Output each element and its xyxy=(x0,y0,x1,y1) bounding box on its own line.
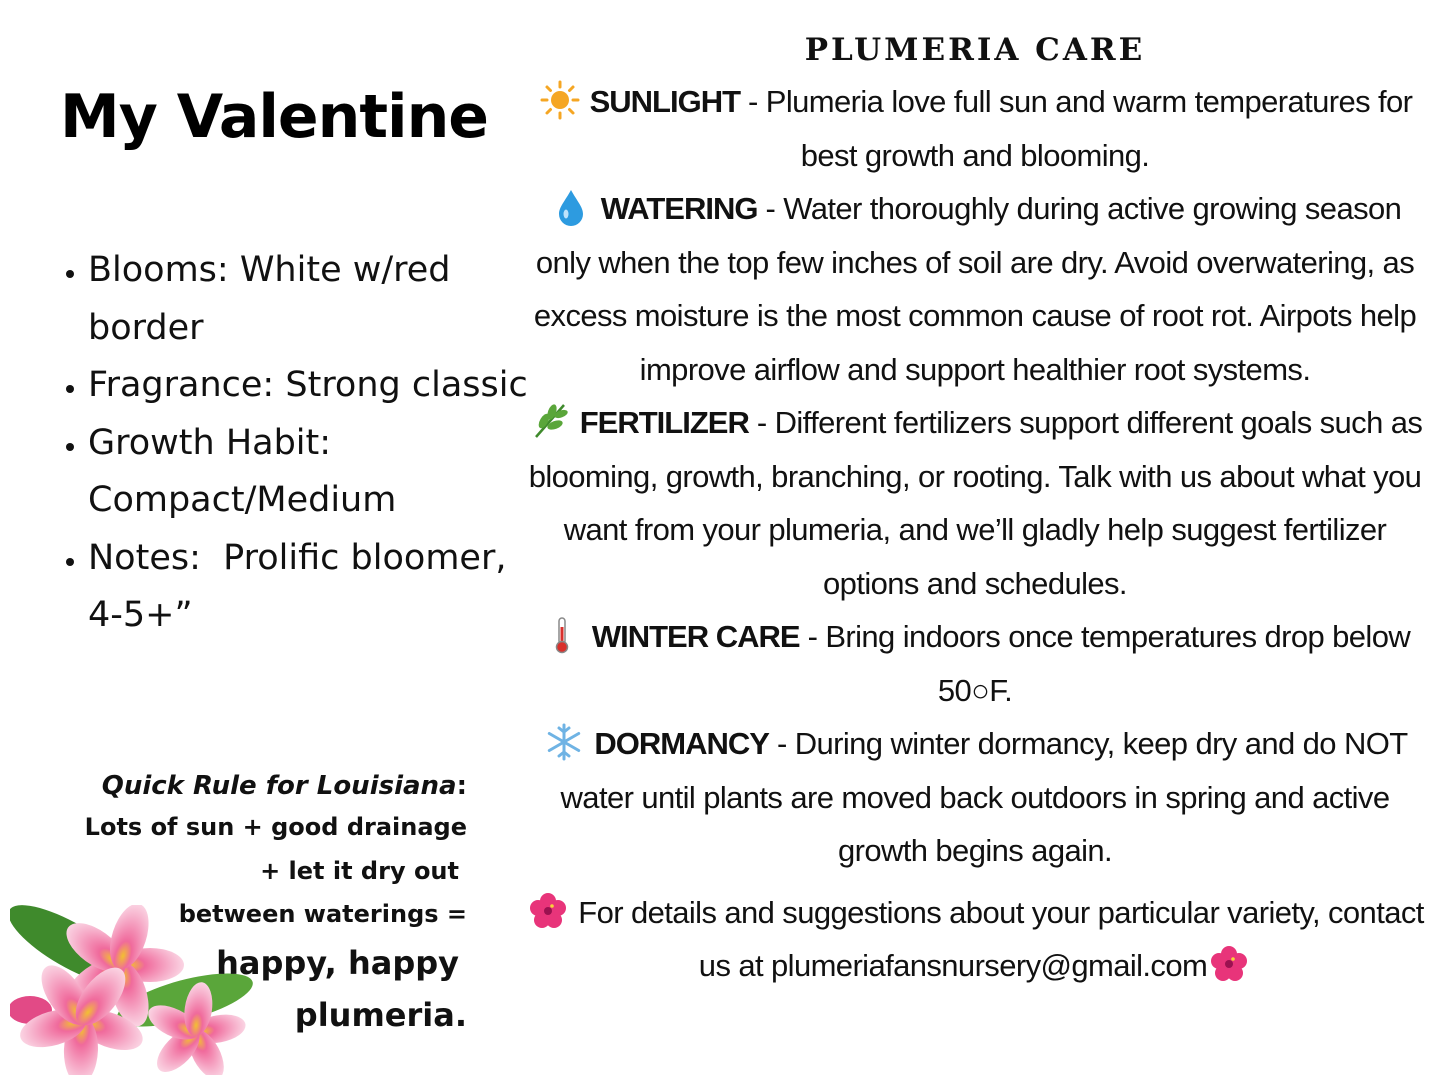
quick-rule xyxy=(20,766,467,1041)
hibiscus-icon xyxy=(526,891,570,931)
care-section-watering xyxy=(520,182,1430,396)
detail-value: White w/red border xyxy=(88,250,451,348)
detail-label: Growth Habit: xyxy=(88,422,332,463)
care-section-fertilizer xyxy=(520,396,1430,610)
section-heading: WATERING xyxy=(600,191,758,226)
contact-info xyxy=(520,886,1430,993)
detail-growth-habit xyxy=(88,415,528,530)
page-title: My Valentine xyxy=(60,82,488,152)
care-section-winter xyxy=(520,610,1430,717)
quick-rule-emphasis: happy, happy xyxy=(216,943,459,982)
leaf-icon xyxy=(528,401,572,441)
water-drop-icon xyxy=(549,187,593,227)
detail-fragrance xyxy=(88,357,528,415)
quick-rule-line: + let it dry out xyxy=(260,856,459,885)
contact-text: For details and suggestions about your particular variety, contact us at plumeriafansnursery@gmail.com xyxy=(578,894,1424,983)
care-section-sunlight xyxy=(520,75,1430,182)
variety-details-list xyxy=(48,242,528,645)
section-text: - Plumeria love full sun and warm temperatures for best growth and blooming. xyxy=(740,84,1413,173)
care-section-dormancy xyxy=(520,717,1430,878)
quick-rule-line: Lots of sun + good drainage xyxy=(84,813,467,841)
sun-icon xyxy=(538,80,582,120)
section-heading: SUNLIGHT xyxy=(589,84,741,119)
hibiscus-icon xyxy=(1207,944,1251,984)
care-instructions xyxy=(520,75,1430,993)
detail-notes xyxy=(88,530,528,645)
detail-value: Strong classic xyxy=(285,365,528,405)
section-text: - Water thoroughly during active growing season only when the top few inches of soil are dry. Avoid overwatering, as excess moisture is the most common cause of root rot. Airpots help improve airflow and support healthier root systems. xyxy=(533,191,1417,387)
section-text: - Bring indoors once temperatures drop below 50○F. xyxy=(799,619,1411,708)
detail-label: Blooms: xyxy=(88,250,229,290)
section-heading: WINTER CARE xyxy=(591,619,800,654)
quick-rule-line: between waterings = xyxy=(178,900,467,928)
thermometer-icon xyxy=(540,615,584,655)
quick-rule-emphasis: plumeria. xyxy=(294,995,467,1034)
section-text: - During winter dormancy, keep dry and do NOT water until plants are moved back outdoors in spring and active growth begins again. xyxy=(560,726,1408,868)
detail-blooms xyxy=(88,242,528,357)
quick-rule-heading: Quick Rule for Louisiana: xyxy=(101,771,467,801)
snowflake-icon xyxy=(542,722,586,762)
detail-label: Fragrance: xyxy=(88,365,275,405)
section-heading: FERTILIZER xyxy=(579,405,749,440)
detail-value: Prolific bloomer, 4-5+” xyxy=(88,537,518,635)
care-title: PLUMERIA CARE xyxy=(804,32,1146,68)
section-text: - Different fertilizers support different goals such as blooming, growth, branching, or rooting. Talk with us about what you want from your plumeria, and we’ll gladly help suggest fertilizer options and schedules. xyxy=(528,405,1423,601)
section-heading: DORMANCY xyxy=(594,726,769,761)
detail-label: Notes: xyxy=(88,537,201,578)
detail-value: Compact/Medium xyxy=(88,480,397,520)
